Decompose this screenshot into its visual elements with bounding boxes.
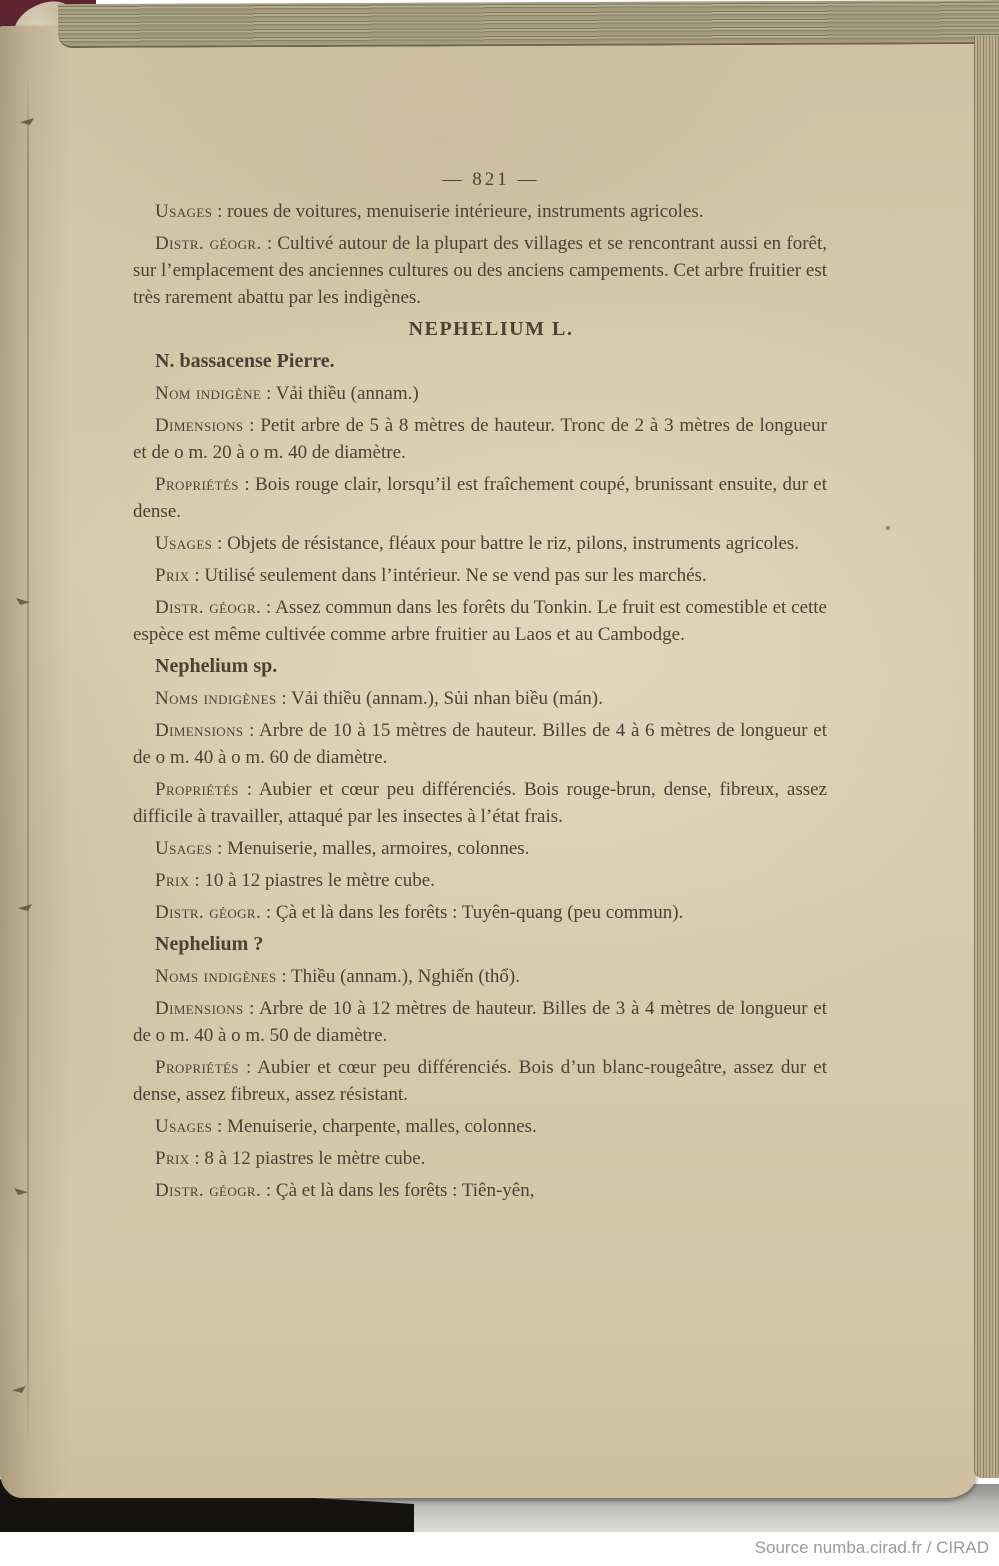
paragraph-prix [133,562,827,589]
paragraph-label: Propriétés [155,474,239,495]
paragraph-distr-geogr [133,899,827,926]
paragraph-noms-indigenes [133,963,827,990]
paragraph-dimensions [133,717,827,771]
paragraph-usages [133,835,827,862]
paragraph-text: : Utilisé seulement dans l’intérieur. Ne se vend pas sur les marchés. [189,565,707,586]
paragraph-prix [133,1145,827,1172]
page-text-block [133,166,827,1209]
paragraph-text: : Arbre de 10 à 15 mètres de hauteur. Billes de 4 à 6 mètres de longueur et de o m. 40 à o m. 60 de diamètre. [133,720,827,768]
source-text: Source numba.cirad.fr / CIRAD [754,1538,989,1557]
paragraph-text: : Aubier et cœur peu différenciés. Bois rouge-brun, dense, fibreux, assez difficile à travailler, attaqué par les insectes à l’état frais. [133,779,827,827]
paragraph-text: : Vải thiều (annam.), Sủi nhan biều (mán). [276,688,603,709]
paragraph-text: : 8 à 12 piastres le mètre cube. [189,1148,426,1169]
paragraph-distr-geogr [133,230,827,311]
species-heading: Nephelium ? [155,933,264,955]
paragraph-prix [133,867,827,894]
paragraph-text: : Aubier et cœur peu différenciés. Bois d’un blanc-rougeâtre, assez dur et dense, assez fibreux, assez résistant. [133,1057,827,1105]
paragraph-label: Usages [155,533,213,554]
paragraph-label: Usages [155,201,213,222]
paragraph-text: : Menuiserie, charpente, malles, colonnes. [212,1116,537,1137]
paragraph-usages [133,530,827,557]
paragraph-label: Dimensions [155,998,244,1019]
top-page-edges [58,0,999,48]
paragraph-label: Propriétés [155,1057,239,1078]
species-heading: Nephelium sp. [155,655,278,677]
paragraph-text: : Arbre de 10 à 12 mètres de hauteur. Billes de 3 à 4 mètres de longueur et de o m. 40 à o m. 50 de diamètre. [133,998,827,1046]
paragraph-text: : roues de voitures, menuiserie intérieure, instruments agricoles. [212,201,704,222]
paragraph-label: Prix [155,565,190,586]
paragraph-proprietes [133,1054,827,1108]
paragraph-distr-geogr [133,1177,827,1204]
paragraph-label: Distr. géogr. [155,597,262,618]
paragraph-label: Distr. géogr. [155,1180,262,1201]
gutter-crease [27,72,29,1452]
paragraph-proprietes [133,471,827,525]
paragraph-text: : Vải thiều (annam.) [261,383,419,404]
paragraph-text: : Cultivé autour de la plupart des villages et se rencontrant aussi en forêt, sur l’emplacement des anciennes cultures ou des anciens campements. Cet arbre fruitier est très rarement abattu par les indigènes. [133,233,827,308]
species-heading: N. bassacense Pierre. [155,350,335,372]
paragraph-noms-indigenes [133,685,827,712]
paragraph-label: Distr. géogr. [155,902,262,923]
paragraph-label: Dimensions [155,720,244,741]
book-page [0,26,976,1498]
paragraph-label: Prix [155,1148,190,1169]
paragraph-label: Noms indigènes [155,966,277,987]
paragraph-label: Prix [155,870,190,891]
source-bar [0,1532,999,1566]
page-number: — 821 — [442,169,540,190]
paragraph-label: Dimensions [155,415,244,436]
right-page-edges [974,36,999,1478]
paragraph-dimensions [133,412,827,466]
genus-heading: NEPHELIUM L. [408,318,574,340]
paragraph-label: Distr. géogr. [155,233,262,254]
paragraph-dimensions [133,995,827,1049]
paragraph-label: Propriétés [155,779,239,800]
gutter-shadow [0,26,70,1498]
paragraph-text: : Objets de résistance, fléaux pour battre le riz, pilons, instruments agricoles. [212,533,800,554]
paragraph-text: : Thiều (annam.), Nghiến (thổ). [276,966,520,987]
paragraph-text: : Çà et là dans les forêts : Tiên-yên, [261,1180,535,1201]
paragraph-distr-geogr [133,594,827,648]
paragraph-text: : 10 à 12 piastres le mètre cube. [189,870,435,891]
paragraph-usages [133,198,827,225]
paragraph-text: : Çà et là dans les forêts : Tuyên-quang (peu commun). [261,902,684,923]
paragraph-nom-indigene [133,380,827,407]
paragraph-label: Usages [155,838,213,859]
paragraph-label: Nom indigène [155,383,262,404]
paragraph-label: Usages [155,1116,213,1137]
paragraph-label: Noms indigènes [155,688,277,709]
paragraph-text: : Bois rouge clair, lorsqu’il est fraîchement coupé, brunissant ensuite, dur et dense. [133,474,827,522]
paragraph-text: : Assez commun dans les forêts du Tonkin. Le fruit est comestible et cette espèce est même cultivée comme arbre fruitier au Laos et au Cambodge. [133,597,827,645]
paragraph-usages [133,1113,827,1140]
paragraph-proprietes [133,776,827,830]
paragraph-text: : Petit arbre de 5 à 8 mètres de hauteur. Tronc de 2 à 3 mètres de longueur et de o m. 20 à o m. 40 de diamètre. [133,415,827,463]
paragraph-text: : Menuiserie, malles, armoires, colonnes. [212,838,530,859]
paper-speck [886,526,890,530]
